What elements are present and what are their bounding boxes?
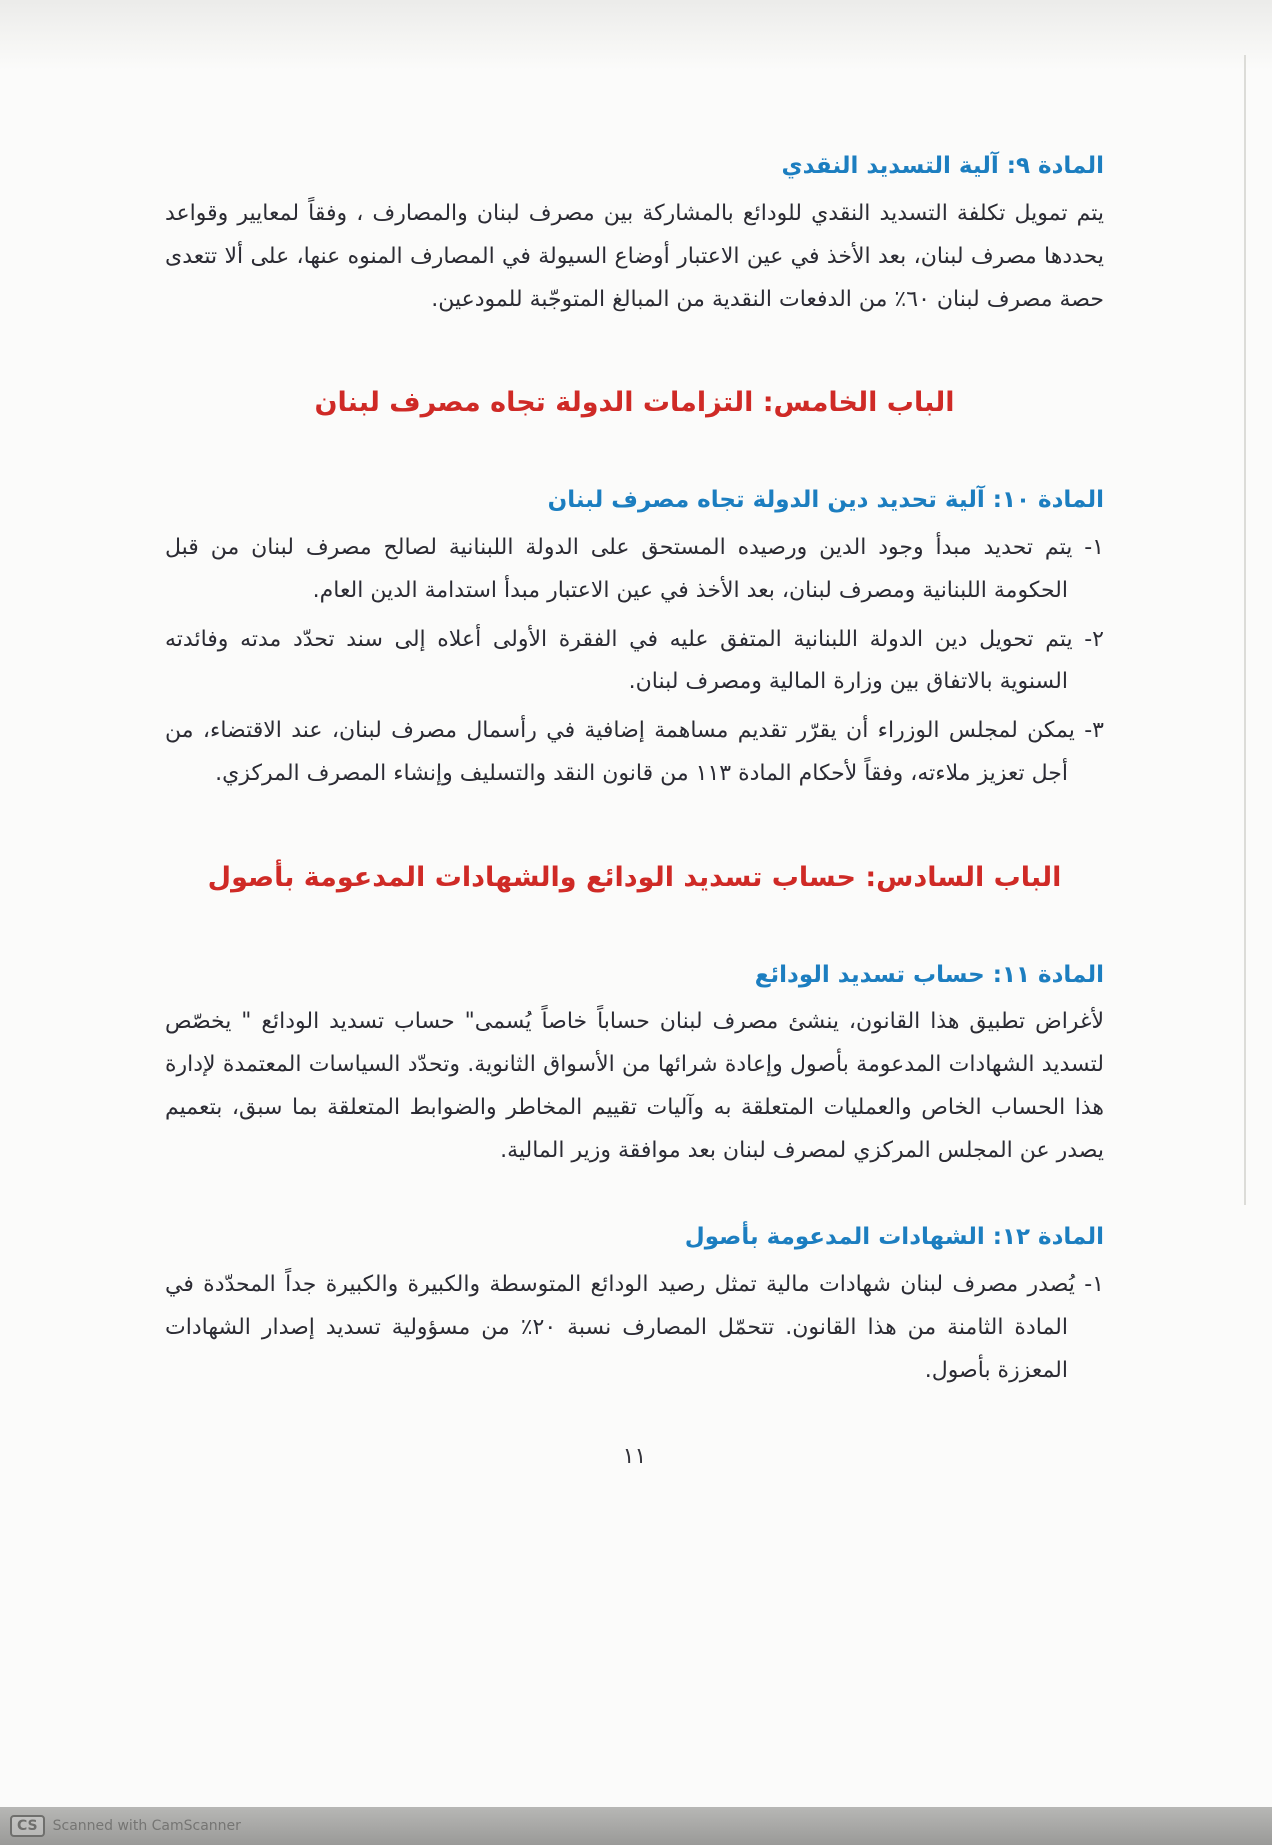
article-10-heading: المادة ١٠: آلية تحديد دين الدولة تجاه مصرف لبنان — [547, 486, 1104, 513]
article-10-item-2: ٢- يتم تحويل دين الدولة اللبنانية المتفق عليه في الفقرة الأولى أعلاه إلى سند تحدّد مدته وفائدته السنوية بالاتفاق بين وزارة المالية ومصرف لبنان. — [165, 626, 1104, 695]
article-9-heading: المادة ٩: آلية التسديد النقدي — [781, 153, 1104, 179]
article-9-body: يتم تمويل تكلفة التسديد النقدي للودائع بالمشاركة بين مصرف لبنان والمصارف ، وفقاً لمعايير وقواعد يحددها مصرف لبنان، بعد الأخذ في عين الاعتبار أوضاع السيولة في المصارف المنوه عنها، على ألا تتعدى حصة مصرف لبنان ٦٠٪ من الدفعات النقدية من المبالغ المتوجّبة للمودعين. — [165, 200, 1104, 312]
chapter-6-heading: الباب السادس: حساب تسديد الودائع والشهادات المدعومة بأصول — [207, 862, 1062, 894]
camscanner-logo: CS — [10, 1815, 45, 1837]
article-10-item-3: ٣- يمكن لمجلس الوزراء أن يقرّر تقديم مساهمة إضافية في رأسمال مصرف لبنان، عند الاقتضاء، من أجل تعزيز ملاءته، وفقاً لأحكام المادة ١١٣ من قانون النقد والتسليف وإنشاء المصرف المركزي. — [165, 718, 1104, 787]
chapter-5-heading: الباب الخامس: التزامات الدولة تجاه مصرف لبنان — [314, 387, 955, 419]
camscanner-footer — [0, 1807, 1272, 1845]
article-12-heading: المادة ١٢: الشهادات المدعومة بأصول — [684, 1223, 1104, 1250]
page-number: ١١ — [622, 1444, 647, 1470]
article-11-heading: المادة ١١: حساب تسديد الودائع — [754, 961, 1104, 988]
camscanner-footer-text: Scanned with CamScanner — [52, 1818, 241, 1834]
article-10-item-1: ١- يتم تحديد مبدأ وجود الدين ورصيده المستحق على الدولة اللبنانية لصالح مصرف لبنان من قبل الحكومة اللبنانية ومصرف لبنان، بعد الأخذ في عين الاعتبار مبدأ استدامة الدين العام. — [165, 534, 1104, 603]
article-12-item-1: ١- يُصدر مصرف لبنان شهادات مالية تمثل رصيد الودائع المتوسطة والكبيرة والكبيرة جداً المحدّدة في المادة الثامنة من هذا القانون. تتحمّل المصارف نسبة ٢٠٪ من مسؤولية تسديد إصدار الشهادات المعززة بأصول. — [165, 1271, 1104, 1383]
article-11-body: لأغراض تطبيق هذا القانون، ينشئ مصرف لبنان حساباً خاصاً يُسمى" حساب تسديد الودائع " يخصّص لتسديد الشهادات المدعومة بأصول وإعادة شرائها من الأسواق الثانوية. وتحدّد السياسات المعتمدة لإدارة هذا الحساب الخاص والعمليات المتعلقة به وآليات تقييم المخاطر والضوابط المتعلقة بما سبق، بتعميم يصدر عن المجلس المركزي لمصرف لبنان بعد موافقة وزير المالية. — [165, 1009, 1104, 1164]
